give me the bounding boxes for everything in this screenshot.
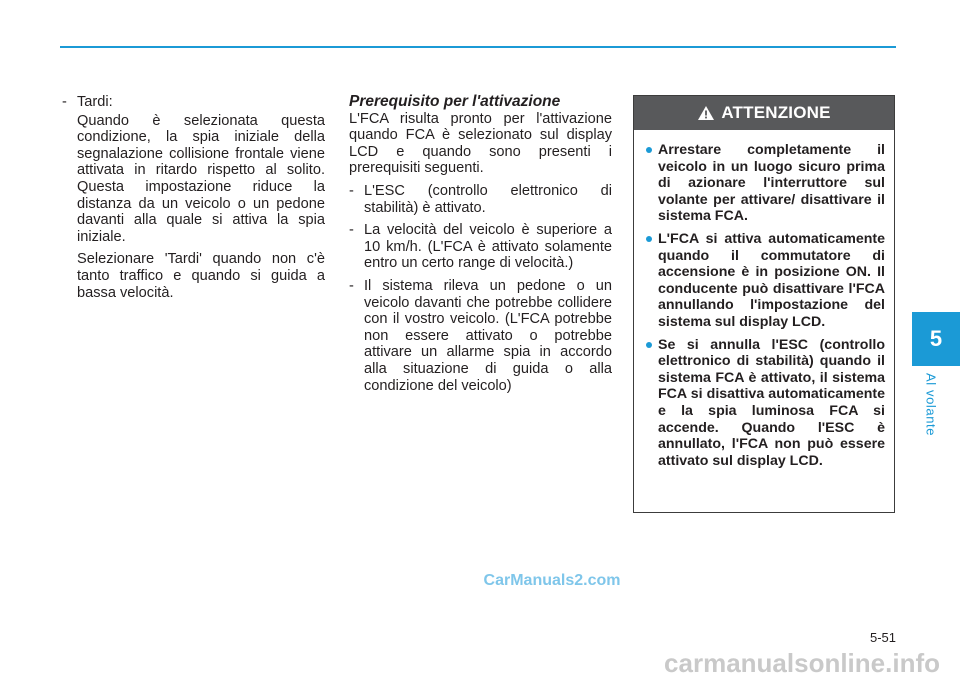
bullet-icon (646, 147, 652, 153)
prerequisite-text: La velocità del veicolo è superiore a 10 km/h. (L'FCA è attivato solamente entro un certo range di velocità.) (364, 222, 612, 272)
option-description: Quando è selezionata questa condizione, la spia iniziale della segnalazione collisione frontale viene attivata in ritardo rispetto al solito. Questa impostazione riduce la distanza da un veicolo o un pedone davanti alla quale si attiva la spia iniziale. (77, 112, 325, 245)
dash-marker: - (62, 94, 67, 110)
warning-item (646, 142, 885, 225)
prerequisite-item (349, 278, 612, 394)
warning-item (646, 231, 885, 331)
warning-title: ATTENZIONE (721, 103, 831, 122)
warning-text: Arrestare completamente il veicolo in un luogo sicuro prima di azionare l'interruttore sul volante per attivare/ disattivare il sistema FCA. (658, 142, 885, 225)
bullet-icon (646, 236, 652, 242)
chapter-tab (912, 312, 960, 366)
dash-marker: - (349, 182, 354, 199)
chapter-number: 5 (929, 326, 943, 351)
dash-marker: - (349, 222, 354, 239)
option-advice: Selezionare 'Tardi' quando non c'è tanto traffico e quando si guida a bassa velocità. (77, 251, 325, 301)
option-heading: Tardi: (77, 94, 113, 110)
warning-item (646, 337, 885, 470)
prerequisite-text: Il sistema rileva un pedone o un veicolo davanti che potrebbe collidere con il vostro veicolo. (L'FCA potrebbe non essere attivato o potrebbe attivare un allarme spia in accordo alla situazione di guida o alla condizione del veicolo) (364, 277, 612, 394)
warning-header (634, 96, 894, 130)
option-item (62, 94, 325, 111)
warning-text: Se si annulla l'ESC (controllo elettronico di stabilità) quando il sistema FCA è attivato, il sistema FCA si disattiva automaticamente e la spia luminosa FCA si accende. Quando l'ESC è annullato, l'FCA non può essere attivato sul display LCD. (658, 336, 885, 469)
section-title: Prerequisito per l'attivazione (349, 93, 561, 110)
watermark-top: CarManuals2.com (483, 572, 621, 589)
middle-column (349, 94, 612, 400)
prerequisite-text: L'ESC (controllo elettronico di stabilità) è attivato. (364, 182, 612, 216)
section-intro: L'FCA risulta pronto per l'attivazione quando FCA è selezionato sul display LCD e quando sono presenti i prerequisiti seguenti. (349, 110, 612, 177)
warning-triangle-icon (697, 105, 715, 121)
bullet-icon (646, 342, 652, 348)
dash-marker: - (349, 277, 354, 294)
header-rule (60, 46, 896, 48)
page-number: 5-51 (869, 630, 896, 645)
watermark-bottom: carmanualsonline.info (664, 648, 940, 678)
chapter-label: Al volante (923, 373, 939, 437)
warning-text: L'FCA si attiva automaticamente quando il commutatore di accensione è in posizione ON. Il conducente può disattivare l'FCA annullando l'impostazione del sistema sul display LCD. (658, 230, 885, 330)
left-column (62, 94, 325, 301)
warning-body (634, 130, 894, 469)
warning-box (633, 95, 895, 513)
prerequisite-item (349, 183, 612, 216)
prerequisite-item (349, 222, 612, 272)
